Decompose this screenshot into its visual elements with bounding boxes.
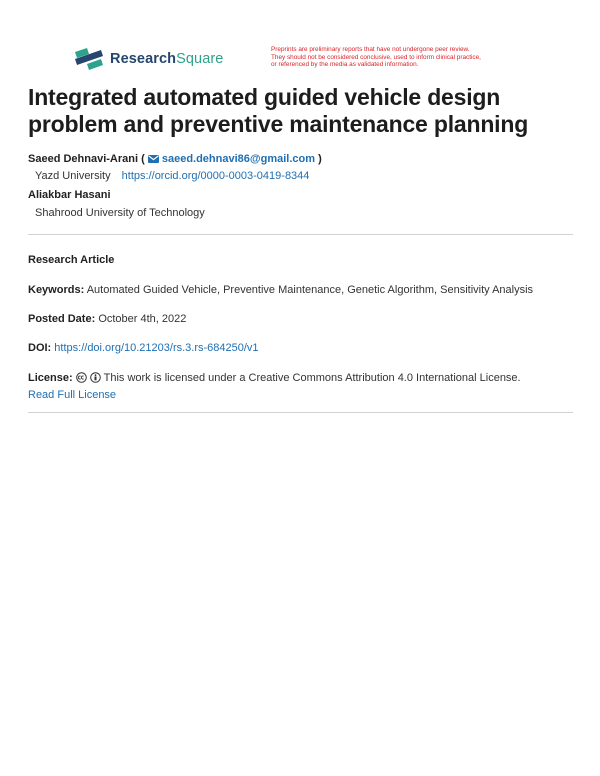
license-row xyxy=(28,372,521,384)
logo-text xyxy=(110,51,223,67)
posted-date-row xyxy=(28,313,186,325)
author-2-affiliation: Shahrood University of Technology xyxy=(35,207,205,219)
author-1-email: saeed.dehnavi86@gmail.com xyxy=(161,153,316,165)
read-full-license-link[interactable]: Read Full License xyxy=(28,389,117,401)
license-label: License: xyxy=(28,372,73,384)
author-1-name: Saeed Dehnavi-Arani xyxy=(28,153,139,165)
author-1-email-link[interactable] xyxy=(148,153,318,165)
research-square-logo-icon xyxy=(73,48,103,70)
preprint-disclaimer xyxy=(271,46,546,69)
author-1-affiliation: Yazd University xyxy=(35,170,111,182)
disclaimer-line: Preprints are preliminary reports that have not undergone peer review. xyxy=(271,46,470,53)
author-1-email-group: ( saeed.dehnavi86@gmail.com ) xyxy=(141,153,322,165)
cc-by-icon xyxy=(90,372,101,383)
posted-date-value: October 4th, 2022 xyxy=(98,313,187,325)
article-type xyxy=(28,254,114,266)
doi-label: DOI: xyxy=(28,342,52,354)
cc-icon xyxy=(76,372,87,383)
divider xyxy=(28,234,573,235)
paper-title: Integrated automated guided vehicle design problem and preventive maintenance planning xyxy=(28,84,529,137)
envelope-icon xyxy=(148,155,159,163)
logo-accent: Square xyxy=(176,51,224,67)
doi-link[interactable]: https://doi.org/10.21203/rs.3.rs-684250/v1 xyxy=(54,342,259,354)
keywords-value: Automated Guided Vehicle, Preventive Maintenance, Genetic Algorithm, Sensitivity Analysis xyxy=(86,284,534,296)
posted-date-label: Posted Date: xyxy=(28,313,96,325)
doi-row xyxy=(28,342,259,354)
keywords-row xyxy=(28,284,533,296)
research-square-logo[interactable] xyxy=(73,48,223,70)
article-type-label: Research Article xyxy=(28,254,115,266)
author-1-orcid-link[interactable]: https://orcid.org/0000-0003-0419-8344 xyxy=(121,170,310,182)
author-2-name: Aliakbar Hasani xyxy=(28,189,111,201)
divider xyxy=(28,412,573,413)
disclaimer-line: or referenced by the media as validated information. xyxy=(271,61,419,69)
author-1 xyxy=(28,153,322,165)
logo-name: Research xyxy=(110,51,177,67)
disclaimer-line: They should not be considered conclusive, used to inform clinical practice, xyxy=(271,53,481,61)
license-text: This work is licensed under a Creative Commons Attribution 4.0 International License. xyxy=(103,372,521,384)
author-1-affiliation-row xyxy=(35,170,309,182)
keywords-label: Keywords: xyxy=(28,284,85,296)
